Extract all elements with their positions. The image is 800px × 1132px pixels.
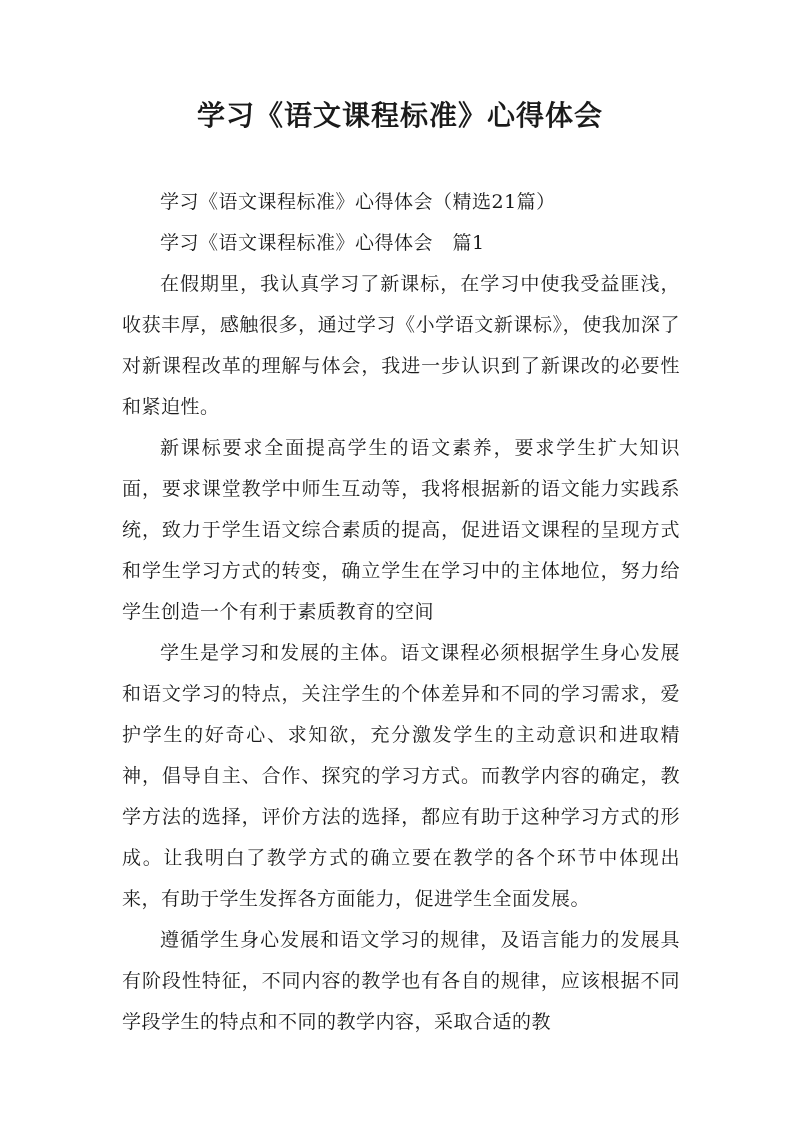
paragraph-1: 在假期里，我认真学习了新课标，在学习中使我受益匪浅，收获丰厚，感触很多，通过学习《小学语文新课标》，使我加深了对新课程改革的理解与体会，我进一步认识到了新课改的必要性和紧迫性。 (122, 273, 680, 418)
paragraph-4: 遵循学生身心发展和语文学习的规律，及语言能力的发展具有阶段性特征，不同内容的教学也有各自的规律，应该根据不同学段学生的特点和不同的教学内容，采取合适的教 (122, 929, 680, 1033)
document-subtitle: 学习《语文课程标准》心得体会（精选21篇） (160, 191, 556, 213)
document-body (122, 182, 680, 1043)
paragraph-3: 学生是学习和发展的主体。语文课程必须根据学生身心发展和语文学习的特点，关注学生的个体差异和不同的学习需求，爱护学生的好奇心、求知欲，充分激发学生的主动意识和进取精神，倡导自主、合作、探究的学习方式。而教学内容的确定，教学方法的选择，评价方法的选择，都应有助于这种学习方式的形成。让我明白了教学方式的确立要在教学的各个环节中体现出来，有助于学生发挥各方面能力，促进学生全面发展。 (122, 642, 680, 910)
paragraph-2: 新课标要求全面提高学生的语文素养，要求学生扩大知识面，要求课堂教学中师生互动等，我将根据新的语文能力实践系统，致力于学生语文综合素质的提高，促进语文课程的呈现方式和学生学习方式的转变，确立学生在学习中的主体地位，努力给学生创造一个有利于素质教育的空间 (122, 437, 680, 623)
document-title: 学习《语文课程标准》心得体会 (196, 99, 603, 132)
section-heading: 学习《语文课程标准》心得体会 篇1 (160, 232, 485, 254)
